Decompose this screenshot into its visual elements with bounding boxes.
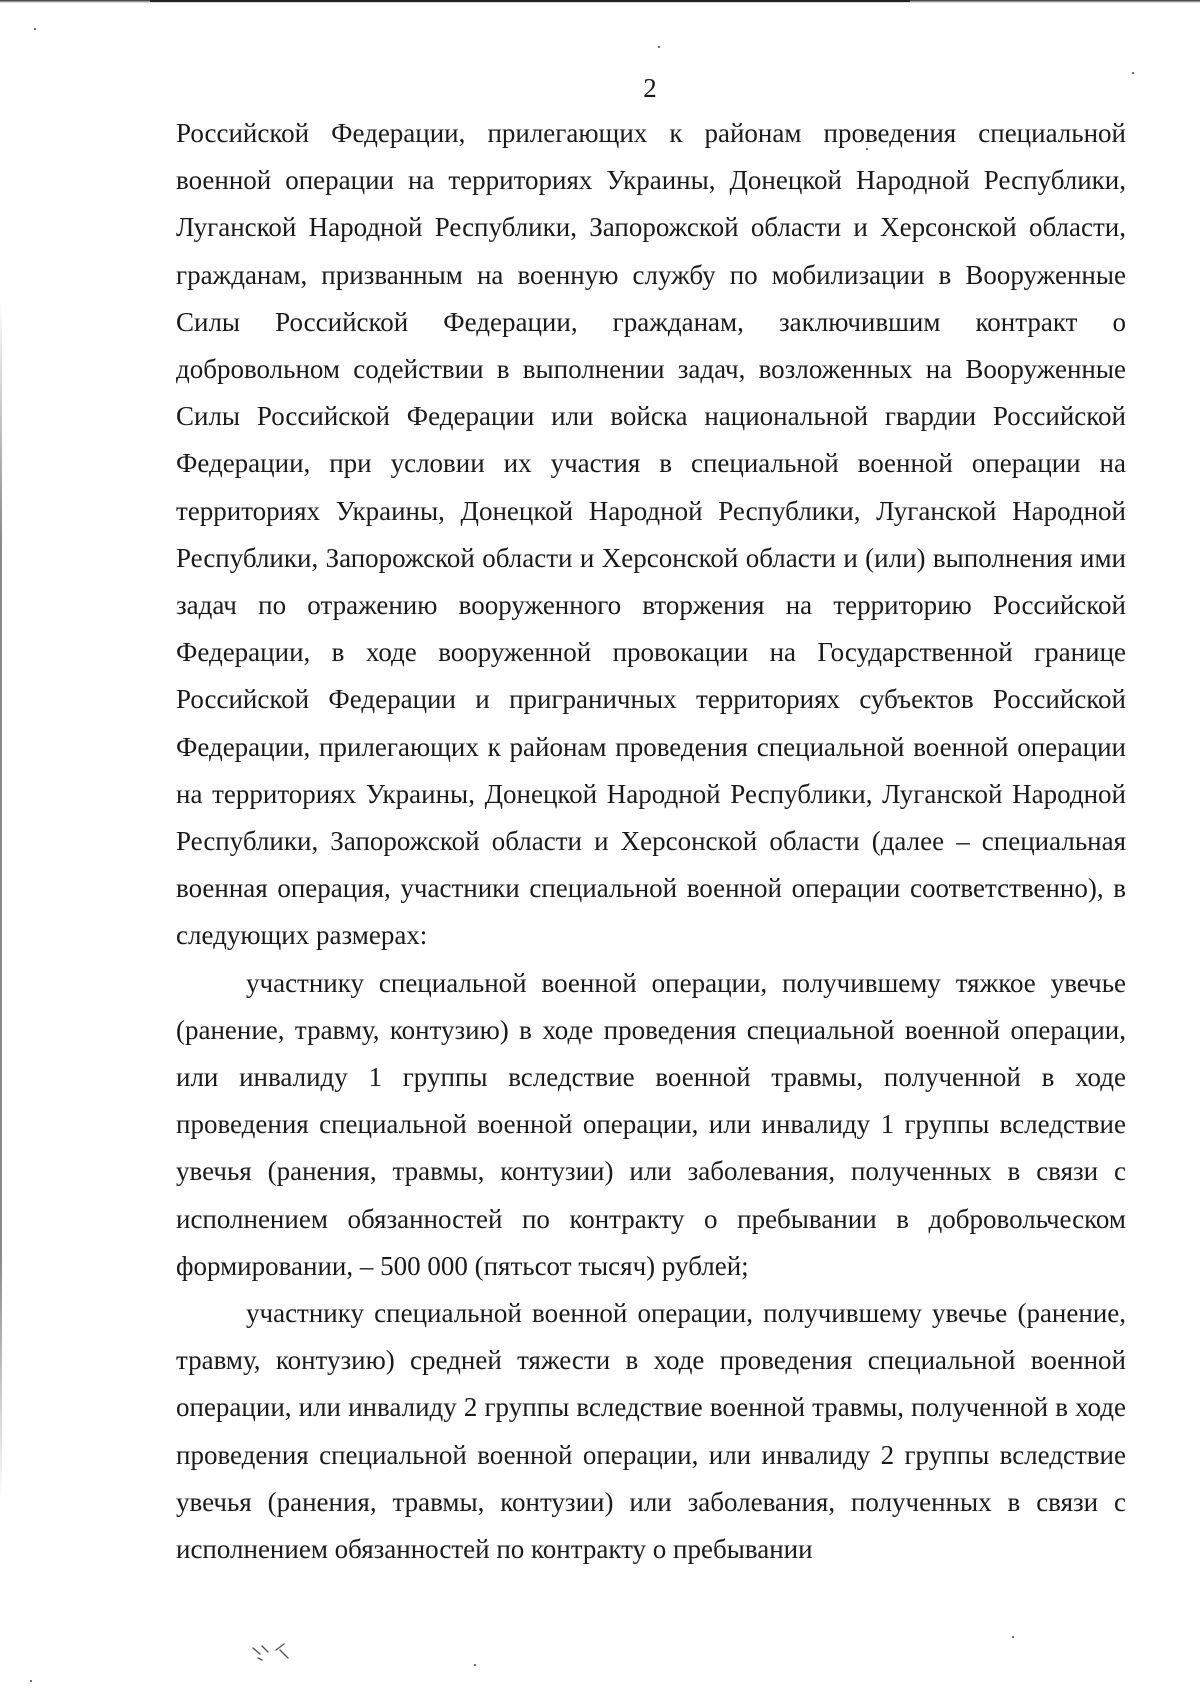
paragraph-severe-injury: участнику специальной военной операции, получившему тяжкое увечье (ранение, травму, контузию) в ходе проведения специальной военной операции, или инвалиду 1 группы вследствие военной травмы, полученной в ходе проведения специальной военной операции, или инвалиду 1 группы вследствие увечья (ранения, травмы, контузии) или заболевания, полученных в связи с исполнением обязанностей по контракту о пребывании в добровольческом формировании, – 500 000 (пятьсот тысяч) рублей; [176,967,1126,1281]
paragraph-moderate-injury: участнику специальной военной операции, получившему увечье (ранение, травму, контузию) средней тяжести в ходе проведения специальной военной операции, или инвалиду 2 группы вследствие военной травмы, полученной в ходе проведения специальной военной операции, или инвалиду 2 группы вследствие увечья (ранения, травмы, контузии) или заболевания, полученных в связи с исполнением обязанностей по контракту о пребывании [176,1298,1126,1565]
document-body [176,110,1126,1573]
scan-speck [658,46,660,48]
scan-speck [30,1680,32,1682]
scan-speck [1012,1636,1014,1638]
scan-mark-icon [250,1640,310,1670]
scan-left-edge [0,300,2,1500]
scan-speck [474,1664,476,1666]
page-number: 2 [643,73,657,103]
scan-top-line [150,0,910,2]
scan-speck [34,28,36,30]
paragraph-continuation: Российской Федерации, прилегающих к районам проведения специальной военной операции на территориях Украины, Донецкой Народной Республики, Луганской Народной Республики, Запорожской области и Херсонской области, гражданам, призванным на военную службу по мобилизации в Вооруженные Силы Российской Федерации, гражданам, заключившим контракт о добровольном содействии в выполнении задач, возложенных на Вооруженные Силы Российской Федерации или войска национальной гвардии Российской Федерации, при условии их участия в специальной военной операции на территориях Украины, Донецкой Народной Республики, Луганской Народной Республики, Запорожской области и Херсонской области и (или) выполнения ими задач по отражению вооруженного вторжения на территорию Российской Федерации, в ходе вооруженной провокации на Государственной границе Российской Федерации и приграничных территориях субъектов Российской Федерации, прилегающих к районам проведения специальной военной операции на территориях Украины, Донецкой Народной Республики, Луганской Народной Республики, Запорожской области и Херсонской области (далее – специальная военная операция, участники специальной военной операции соответственно), в следующих размерах: [176,118,1126,951]
